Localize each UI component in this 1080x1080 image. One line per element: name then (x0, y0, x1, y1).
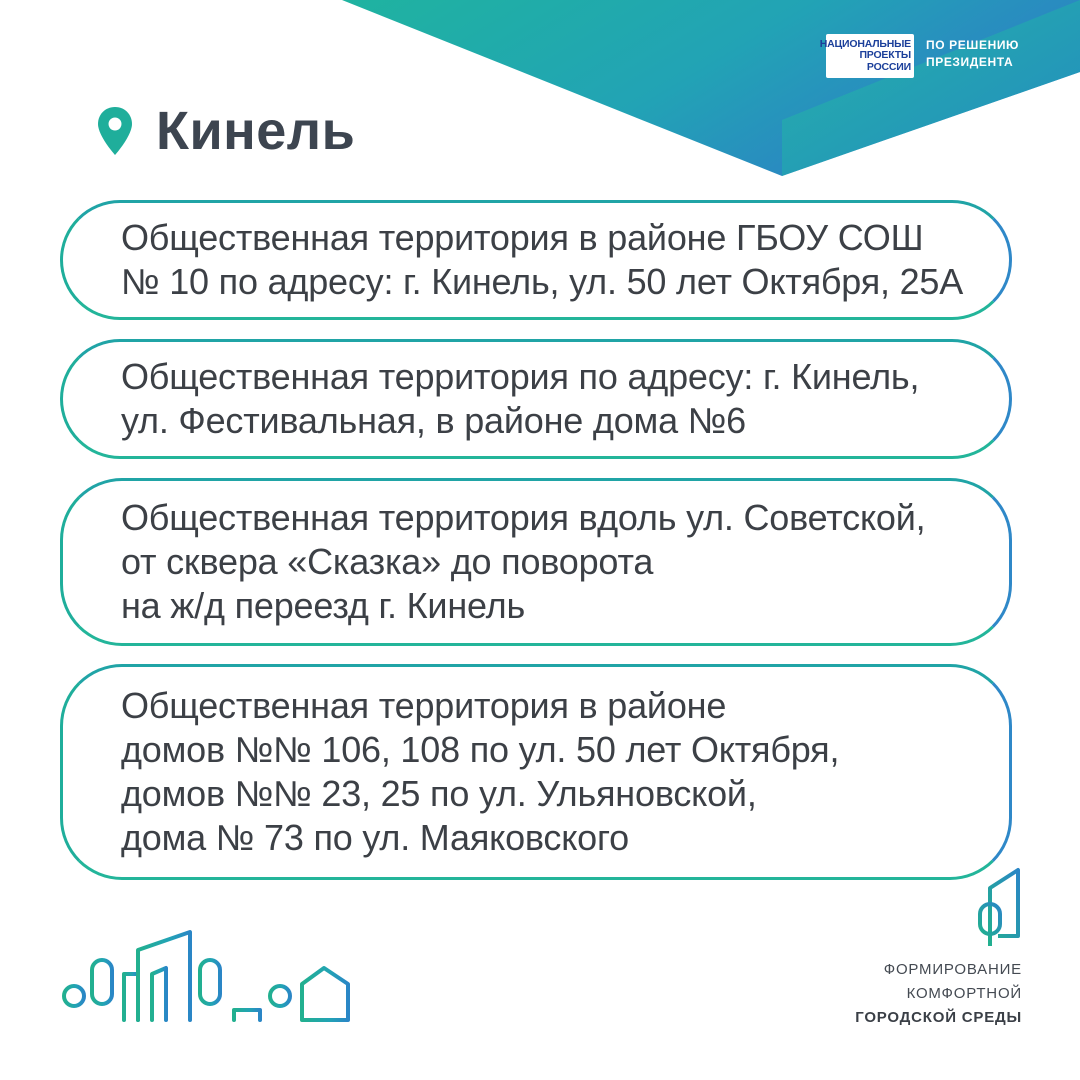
brand-text (855, 958, 1022, 1030)
natl-caption-line: ПРЕЗИДЕНТА (926, 55, 1014, 69)
territory-text-line: № 10 по адресу: г. Кинель, ул. 50 лет Октября, 25А (121, 261, 964, 302)
natl-box-line: ПРОЕКТЫ (859, 49, 911, 62)
city-title: Кинель (156, 101, 356, 161)
territory-card (60, 339, 1012, 459)
brand-text-line: ФОРМИРОВАНИЕ (883, 961, 1022, 978)
comfortable-urban-environment-logo (840, 866, 1022, 1026)
natl-box-line: РОССИИ (866, 60, 911, 73)
brand-text-line: КОМФОРТНОЙ (906, 985, 1022, 1002)
territory-text-line: домов №№ 23, 25 по ул. Ульяновской, (121, 773, 757, 814)
natl-caption-line: ПО РЕШЕНИЮ (926, 38, 1020, 52)
national-projects-logo (819, 34, 1022, 80)
territory-text-line: дома № 73 по ул. Маяковского (121, 817, 629, 858)
brand-text-line: ГОРОДСКОЙ СРЕДЫ (855, 1009, 1022, 1026)
city-skyline-icon (58, 924, 358, 1024)
city-header (96, 96, 355, 166)
natl-box-line: НАЦИОНАЛЬНЫЕ (819, 37, 911, 50)
territory-card (60, 478, 1012, 646)
territory-text-line: Общественная территория по адресу: г. Кинель, (121, 356, 920, 397)
territory-text-line: ул. Фестивальная, в районе дома №6 (121, 400, 746, 441)
territory-card (60, 664, 1012, 880)
map-pin-icon (96, 105, 134, 157)
territory-text-line: Общественная территория в районе (121, 685, 727, 726)
territory-text-line: Общественная территория в районе ГБОУ СОШ (121, 217, 924, 258)
territory-text-line: на ж/д переезд г. Кинель (121, 585, 525, 626)
brand-mark-icon (974, 866, 1022, 952)
territory-text-line: от сквера «Сказка» до поворота (121, 541, 654, 582)
territory-text-line: домов №№ 106, 108 по ул. 50 лет Октября, (121, 729, 840, 770)
territory-card (60, 200, 1012, 320)
national-projects-caption (926, 37, 1019, 71)
national-projects-box (819, 34, 914, 78)
territory-text-line: Общественная территория вдоль ул. Советской, (121, 497, 926, 538)
